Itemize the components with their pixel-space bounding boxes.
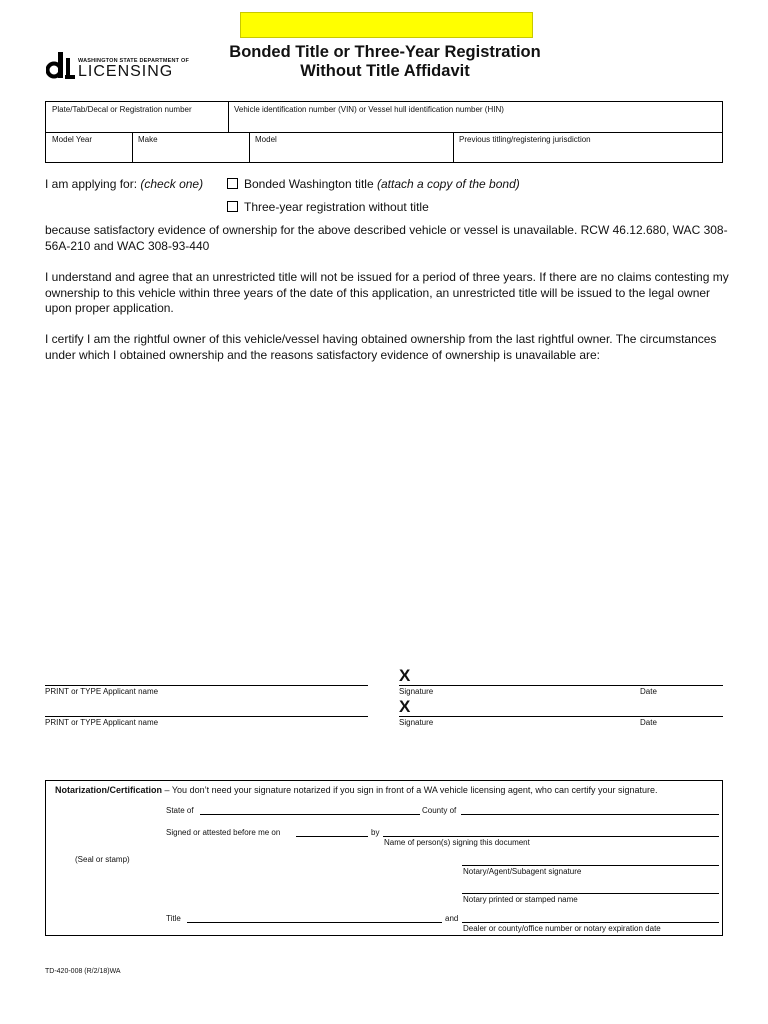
date-label: Date [640,718,657,727]
county-of-label: County of [422,806,457,815]
model-field[interactable] [249,132,283,147]
applicant-name-label: PRINT or TYPE Applicant name [45,687,159,696]
bonded-title-label: Bonded Washington title [244,177,374,191]
notary-heading [55,785,658,795]
signature-line[interactable] [399,716,723,717]
notary-name-label: Notary printed or stamped name [463,895,578,904]
check-one-note: (check one) [140,177,204,191]
applicant-name-line[interactable] [45,685,368,686]
notary-heading-title: Notarization/Certification [55,785,163,795]
signed-before-label: Signed or attested before me on [166,828,281,837]
form-title [200,43,570,81]
signature-label: Signature [399,718,434,727]
title-line-2: Without Title Affidavit [300,62,470,80]
dol-logo-icon [46,50,76,80]
title-line-1: Bonded Title or Three-Year Registration [229,43,541,61]
jurisdiction-field[interactable] [453,132,597,147]
option-bonded-title[interactable] [227,177,627,193]
highlight-box [240,12,533,38]
signature-x-mark: X [399,697,411,716]
model-year-label: Model Year [52,135,93,144]
jurisdiction-label: Previous titling/registering jurisdiction [459,135,591,144]
vehicle-info-table [45,101,723,163]
notary-signature-field[interactable] [462,865,719,866]
three-year-checkbox[interactable] [227,201,238,212]
dealer-number-label: Dealer or county/office number or notary expiration date [463,924,661,933]
plate-field[interactable] [46,102,198,117]
date-label: Date [640,687,657,696]
option-three-year[interactable] [227,200,627,216]
title-field[interactable] [187,922,442,923]
plate-label: Plate/Tab/Decal or Registration number [52,105,192,114]
notary-heading-text: – You don’t need your signature notarized if you sign in front of a WA vehicle licensing agent, who can certify your signature. [164,785,658,795]
title-label: Title [166,914,181,923]
bonded-title-checkbox[interactable] [227,178,238,189]
notarization-section [45,780,723,936]
seal-stamp-label: (Seal or stamp) [75,855,130,864]
circumstances-area[interactable] [45,370,723,650]
form-number: TD-420-008 (R/2/18)WA [45,968,121,975]
paragraph-certify: I certify I am the rightful owner of this vehicle/vessel having obtained ownership from the last rightful owner. The circumstances under which I obtained ownership and the reasons satisfactory evidence of ownership is unavailable are: [45,332,717,362]
logo-department-text: WASHINGTON STATE DEPARTMENT OF [78,58,190,64]
dealer-number-field[interactable] [462,922,719,923]
model-label: Model [255,135,277,144]
and-label: and [445,914,459,923]
signer-name-field[interactable] [383,836,719,837]
notary-name-field[interactable] [462,893,719,894]
signature-label: Signature [399,687,434,696]
applicant-name-label: PRINT or TYPE Applicant name [45,718,159,727]
by-label: by [371,828,380,837]
paragraph-evidence: because satisfactory evidence of ownership for the above described vehicle or vessel is unavailable. RCW 46.12.680, WAC 308-56A-210 and WAC 308-93-440 [45,223,728,253]
make-field[interactable] [132,132,164,147]
logo-licensing-text: LICENSING [78,63,174,80]
state-of-field[interactable] [200,814,420,815]
notary-signature-label: Notary/Agent/Subagent signature [463,867,582,876]
county-of-field[interactable] [461,814,719,815]
three-year-label: Three-year registration without title [244,200,429,214]
signature-x-mark: X [399,666,411,685]
model-year-field[interactable] [46,132,98,147]
applying-prefix: I am applying for: [45,177,138,191]
vin-label: Vehicle identification number (VIN) or Vessel hull identification number (HIN) [234,105,504,114]
make-label: Make [138,135,158,144]
dol-logo [46,50,196,82]
signature-line[interactable] [399,685,723,686]
signer-name-label: Name of person(s) signing this document [384,838,530,847]
vin-field[interactable] [228,102,510,117]
applicant-name-line[interactable] [45,716,368,717]
paragraph-agreement: I understand and agree that an unrestricted title will not be issued for a period of three years. If there are no claims contesting my ownership to this vehicle within three years of the date of this application, an unrestricted title will be issued to the legal owner upon proper application. [45,270,729,315]
state-of-label: State of [166,806,194,815]
bonded-title-note: (attach a copy of the bond) [376,177,520,191]
signed-date-field[interactable] [296,836,368,837]
